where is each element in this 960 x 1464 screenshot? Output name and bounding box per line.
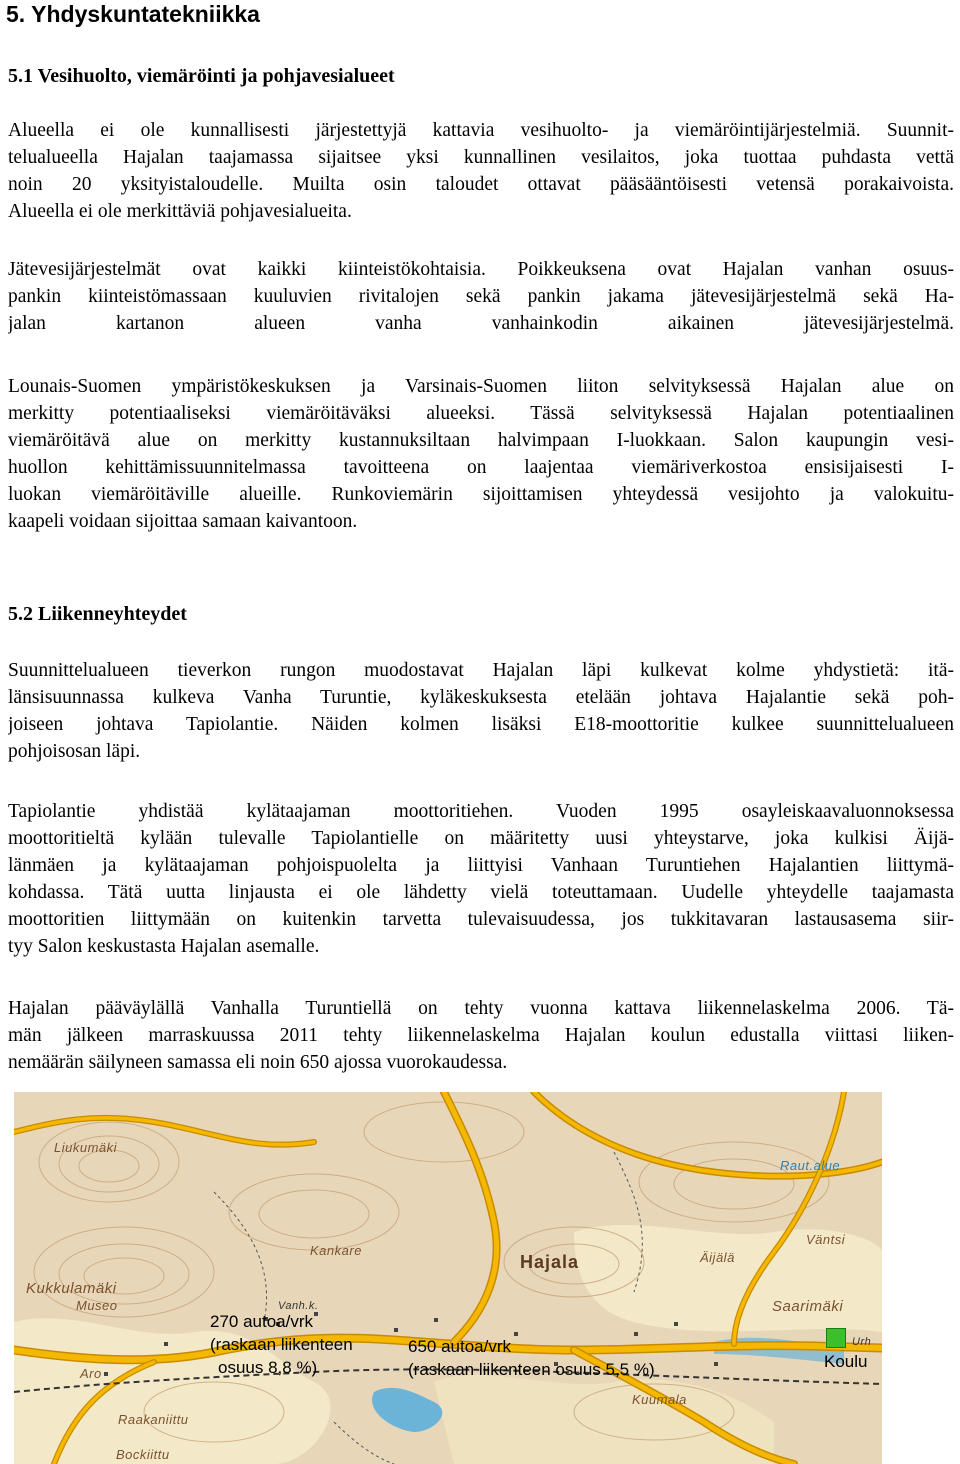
traffic-line: 270 autoa/vrk [210, 1312, 314, 1331]
text-line: huollon kehittämissuunnitelmassa tavoitteena on laajentaa viemäriverkostoa ensisijaisesti I- [8, 457, 954, 478]
text-line: moottoritien liittymään on kuitenkin tarvetta tulevaisuudessa, jos tukkitavaran lastausasema siir- [8, 909, 954, 930]
text-line: jalan kartanon alueen vanha vanhainkodin aikainen jätevesijärjestelmä. [8, 313, 954, 334]
paragraph-traffic-count [8, 995, 954, 1076]
text-line: Alueella ei ole kunnallisesti järjestettyjä kattavia vesihuolto- ja viemäröintijärjestelmiä. Suunnit- [8, 120, 954, 141]
place-label: Liukumäki [54, 1140, 118, 1155]
place-label: Aro [80, 1366, 102, 1381]
place-label: Museo [76, 1298, 118, 1313]
text-line: Lounais-Suomen ympäristökeskuksen ja Varsinais-Suomen liiton selvityksessä Hajalan alue on [8, 376, 954, 397]
place-label: Kuumala [632, 1392, 687, 1407]
text-line: pankin kiinteistömassaan kuuluvien rivitalojen sekä pankin jakama jätevesijärjestelmä sekä Ha- [8, 286, 954, 307]
section-number: 5.2 [8, 603, 33, 625]
paragraph-road-network [8, 657, 954, 765]
text-line: merkitty potentiaaliseksi viemäröitäväksi alueeksi. Tässä selvityksessä Hajalan potentiaalinen [8, 403, 954, 424]
text-line: Tapiolantie yhdistää kylätaajaman moottoritiehen. Vuoden 1995 osayleiskaavaluonnoksessa [8, 801, 954, 822]
text-line: viemäröitävä alue on merkitty kustannuksiltaan halvimpaan I-luokkaan. Salon kaupungin vesi- [8, 430, 954, 451]
map-background [14, 1092, 882, 1464]
text-line: Jätevesijärjestelmät ovat kaikki kiinteistökohtaisia. Poikkeuksena ovat Hajalan vanhan osuus- [8, 259, 954, 280]
text-line: länsisuunnassa kulkeva Vanha Turuntie, kyläkeskuksesta etelään johtava Hajalantie sekä poh- [8, 687, 954, 708]
text-line: tyy Salon keskustasta Hajalan asemalle. [8, 936, 320, 957]
traffic-count-west [210, 1310, 353, 1379]
traffic-count-east [408, 1335, 655, 1381]
place-label: Äijälä [700, 1250, 735, 1265]
place-label: Saarimäki [772, 1298, 844, 1315]
place-label: Vanh.k. [278, 1300, 319, 1312]
section-heading-5-2 [8, 602, 187, 626]
traffic-line: (raskaan liikenteen osuus 5,5 %) [408, 1360, 655, 1379]
school-marker-icon [826, 1328, 846, 1348]
place-label: Raut.alue [780, 1158, 841, 1173]
traffic-line: (raskaan liikenteen [210, 1335, 353, 1354]
place-label: Kukkulamäki [26, 1280, 117, 1297]
chapter-heading: 5. Yhdyskuntatekniikka [6, 1, 260, 27]
paragraph-sewerage-plan [8, 373, 954, 535]
text-line: Hajalan pääväylällä Vanhalla Turuntiellä on tehty vuonna kattava liikennelaskelma 2006. Tä- [8, 998, 954, 1019]
text-line: kohdassa. Tätä uutta linjausta ei ole lähdetty vielä toteuttamaan. Uudelle yhteydelle taajamasta [8, 882, 954, 903]
text-line: noin 20 yksityistaloudelle. Muilta osin taloudet ottavat pääsääntöisesti vetensä porakaivoista. [8, 174, 954, 195]
place-label: Kankare [310, 1243, 362, 1258]
text-line: joiseen johtava Tapiolantie. Näiden kolmen lisäksi E18-moottoritie kulkee suunnittelualueen [8, 714, 954, 735]
text-line: kaapeli voidaan sijoittaa samaan kaivantoon. [8, 511, 358, 532]
place-label: Urh [852, 1336, 872, 1348]
place-label-village: Hajala [520, 1252, 580, 1272]
section-title: Liikenneyhteydet [38, 603, 187, 625]
paragraph-tapiolantie [8, 798, 954, 960]
text-line: pohjoisosan läpi. [8, 741, 141, 762]
paragraph-water-supply [8, 117, 954, 225]
place-label: Väntsi [806, 1232, 846, 1247]
text-line: moottoritieltä kylään tulevalle Tapiolantielle on määritetty uusi yhteystarve, joka kulkisi Äijä- [8, 828, 954, 849]
traffic-line: 650 autoa/vrk [408, 1337, 512, 1356]
text-line: länmäen ja kylätaajaman pohjoispuolelta ja liittyisi Vanhaan Turuntiehen Hajalantien liittymä- [8, 855, 954, 876]
text-line: luokan viemäröitäville alueille. Runkoviemärin sijoittamisen yhteydessä vesijohto ja valokuitu- [8, 484, 954, 505]
text-line: Suunnittelualueen tieverkon rungon muodostavat Hajalan läpi kulkevat kolme yhdystietä: itä- [8, 660, 954, 681]
text-line: nemäärän säilyneen samassa eli noin 650 ajossa vuorokaudessa. [8, 1052, 508, 1073]
section-heading-5-1: 5.1 Vesihuolto, viemäröinti ja pohjavesialueet [8, 65, 395, 87]
place-label: Raakaniittu [118, 1412, 189, 1427]
place-label: Bockiittu [116, 1447, 170, 1462]
text-line: män jälkeen marraskuussa 2011 tehty liikennelaskelma Hajalan koulun edustalla viittasi liiken- [8, 1025, 954, 1046]
traffic-map [14, 1092, 882, 1464]
paragraph-wastewater [8, 256, 954, 337]
school-label: Koulu [824, 1352, 868, 1371]
traffic-line: osuus 8,8 %) [218, 1358, 318, 1377]
text-line: Alueella ei ole merkittäviä pohjavesialueita. [8, 201, 352, 222]
text-line: telualueella Hajalan taajamassa sijaitsee yksi kunnallinen vesilaitos, joka tuottaa puhdasta vettä [8, 147, 954, 168]
